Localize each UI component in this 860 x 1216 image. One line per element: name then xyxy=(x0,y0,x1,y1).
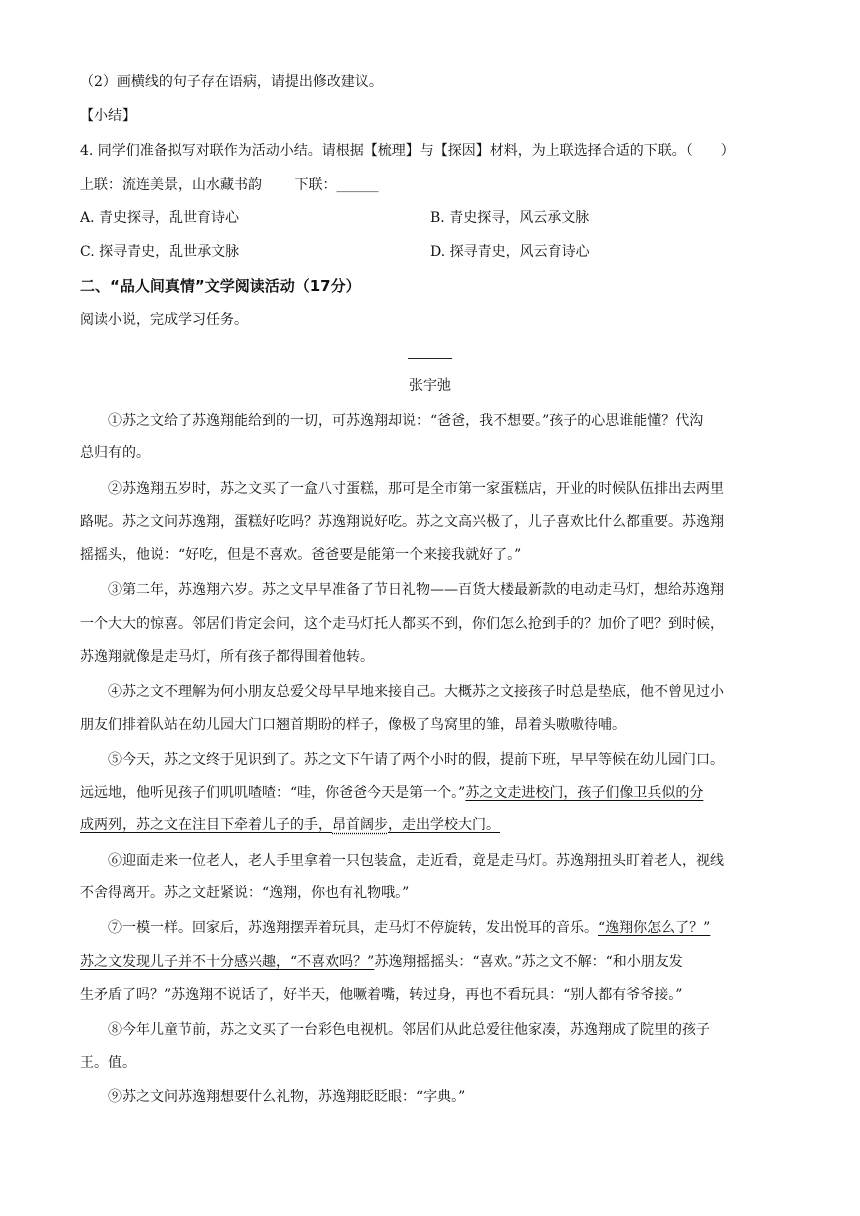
paragraph-6-line-1: ⑥迎面走来一位老人，老人手里拿着一只包装盒，走近看，竟是走马灯。苏逸翔扭头盯着老人，视线 xyxy=(108,853,724,869)
paragraph-2-line-3: 摇摇头，他说：“好吃，但是不喜欢。爸爸要是能第一个来接我就好了。” xyxy=(80,547,522,563)
paragraph-5-line-1: ⑤今天，苏之文终于见识到了。苏之文下午请了两个小时的假，提前下班，早早等候在幼儿园门口。 xyxy=(108,752,724,768)
underlined-sentence-part-1: 苏之文走进校门，孩子们像卫兵似的分 xyxy=(465,785,704,801)
summary-heading: 【小结】 xyxy=(80,108,136,124)
option-d: D. 探寻青史，风云育诗心 xyxy=(430,244,590,260)
underlined-sentence-part-2: 成两列，苏之文在注目下牵着儿子的手， xyxy=(80,817,332,833)
paragraph-2-line-2: 路呢。苏之文问苏逸翔，蛋糕好吃吗？苏逸翔说好吃。苏之文高兴极了，儿子喜欢比什么都重要。苏逸翔 xyxy=(80,514,724,530)
underlined-dialogue-part-1: “逸翔你怎么了？” xyxy=(598,920,711,936)
couplet-line: 上联：流连美景，山水藏书韵 下联：______ xyxy=(80,177,379,193)
paragraph-2-line-1: ②苏逸翔五岁时，苏之文买了一盒八寸蛋糕，那可是全市第一家蛋糕店，开业的时候队伍排出去两里 xyxy=(108,481,724,497)
paragraph-8-line-2: 王。值。 xyxy=(80,1055,136,1071)
paragraph-9-line-1: ⑨苏之文问苏逸翔想要什么礼物，苏逸翔眨眨眼：“字典。” xyxy=(108,1089,466,1105)
underlined-dialogue-part-2: 苏之文发现儿子并不十分感兴趣，“不喜欢吗？” xyxy=(80,954,375,970)
underlined-sentence-part-3: ，走出学校大门。 xyxy=(388,817,500,833)
paragraph-8-line-1: ⑧今年儿童节前，苏之文买了一台彩色电视机。邻居们从此总爱往他家凑，苏逸翔成了院里的孩子 xyxy=(108,1022,710,1038)
paragraph-7-line-2 xyxy=(80,952,683,972)
paragraph-4-line-1: ④苏之文不理解为何小朋友总爱父母早早地来接自己。大概苏之文接孩子时总是垫底，他不曾见过小 xyxy=(108,684,724,700)
paragraph-5-line-2 xyxy=(80,783,703,803)
paragraph-4-line-2: 朋友们排着队站在幼儿园大门口翘首期盼的样子，像极了鸟窝里的雏，昂着头嗷嗷待哺。 xyxy=(80,717,626,733)
option-c: C. 探寻青史，乱世承文脉 xyxy=(80,244,240,260)
story-author: 张宇弛 xyxy=(409,378,451,394)
paragraph-3-line-3: 苏逸翔就像是走马灯，所有孩子都得围着他转。 xyxy=(80,649,374,665)
dotted-phrase: 昂首阔步 xyxy=(332,817,388,833)
option-b: B. 青史探寻，风云承文脉 xyxy=(430,210,590,226)
question-4-stem: 4. 同学们准备拟写对联作为活动小结。请根据【梳理】与【探因】材料，为上联选择合适的下联。（ ） xyxy=(80,143,735,159)
question-2: （2）画横线的句子存在语病，请提出修改建议。 xyxy=(80,74,383,90)
paragraph-7-line-3: 生矛盾了吗？”苏逸翔不说话了，好半天，他噘着嘴，转过身，再也不看玩具：“别人都有爷爷接。” xyxy=(80,987,683,1003)
paragraph-7-text-2: 苏逸翔摇摇头：“喜欢。”苏之文不解：“和小朋友发 xyxy=(374,954,683,970)
paragraph-1-line-2: 总归有的。 xyxy=(80,445,150,461)
story-title-blank xyxy=(408,358,452,359)
paragraph-1-line-1: ①苏之文给了苏逸翔能给到的一切，可苏逸翔却说：“爸爸，我不想要。”孩子的心思谁能懂？代沟 xyxy=(108,413,704,429)
paragraph-6-line-2: 不舍得离开。苏之文赶紧说：“逸翔，你也有礼物哦。” xyxy=(80,885,410,901)
paragraph-5-quote: 远远地，他听见孩子们叽叽喳喳：“哇，你爸爸今天是第一个。” xyxy=(80,785,466,801)
option-a: A. 青史探寻，乱世育诗心 xyxy=(80,210,240,226)
paragraph-7-text: ⑦一模一样。回家后，苏逸翔摆弄着玩具，走马灯不停旋转，发出悦耳的音乐。 xyxy=(108,920,598,936)
paragraph-7-line-1 xyxy=(108,918,710,938)
paragraph-3-line-1: ③第二年，苏逸翔六岁。苏之文早早准备了节日礼物——百货大楼最新款的电动走马灯，想给苏逸翔 xyxy=(108,582,724,598)
section-2-heading: 二、“品人间真情”文学阅读活动（17分） xyxy=(80,277,361,295)
paragraph-5-line-3 xyxy=(80,815,500,835)
paragraph-3-line-2: 一个大大的惊喜。邻居们肯定会问，这个走马灯托人都买不到，你们怎么抢到手的？加价了吧？到时候， xyxy=(80,616,724,632)
section-2-intro: 阅读小说，完成学习任务。 xyxy=(80,312,248,328)
